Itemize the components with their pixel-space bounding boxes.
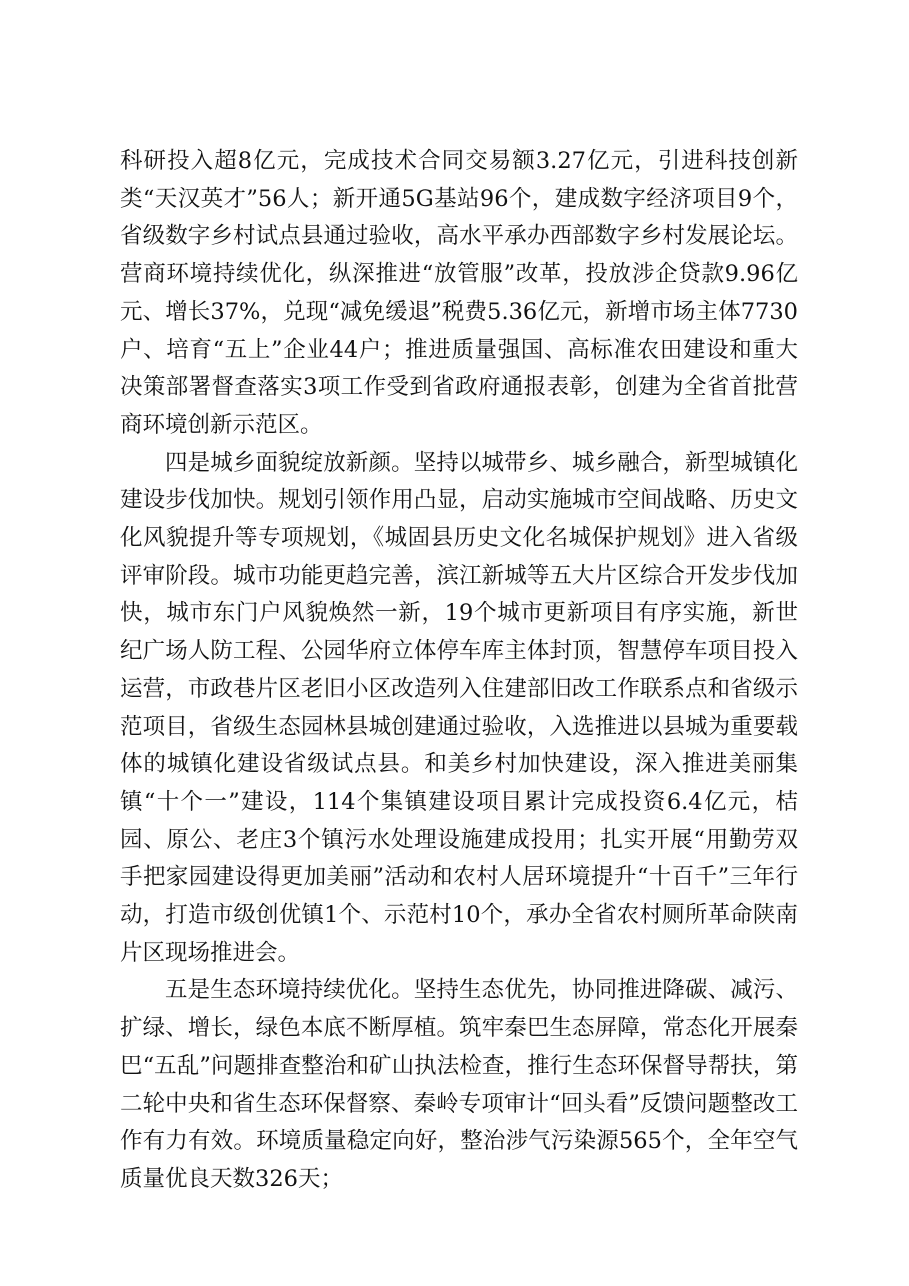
paragraph-tech-business-environment: 科研投入超8亿元，完成技术合同交易额3.27亿元，引进科技创新类“天汉英才”56人；新开通5G基站96个，建成数字经济项目9个，省级数字乡村试点县通过验收，高水平承办西部数字乡村发展论坛。营商环境持续优化，纵深推进“放管服”改革，投放涉企贷款9.96亿元、增长37%，兑现“减免缓退”税费5.36亿元，新增市场主体7730户、培育“五上”企业44户；推进质量强国、高标准农田建设和重大决策部署督查落实3项工作受到省政府通报表彰，创建为全省首批营商环境创新示范区。 (120, 148, 798, 438)
paragraph-ecology: 五是生态环境持续优化。坚持生态优先，协同推进降碳、减污、扩绿、增长，绿色本底不断厚植。筑牢秦巴生态屏障，常态化开展秦巴“五乱”问题排查整治和矿山执法检查，推行生态环保督导帮扶，第二轮中央和省生态环保督察、秦岭专项审计“回头看”反馈问题整改工作有力有效。环境质量稳定向好，整治涉气污染源565个，全年空气质量优良天数326天； (120, 977, 798, 1192)
paragraph-urban-rural: 四是城乡面貌绽放新颜。坚持以城带乡、城乡融合，新型城镇化建设步伐加快。规划引领作用凸显，启动实施城市空间战略、历史文化风貌提升等专项规划，《城固县历史文化名城保护规划》进入省级评审阶段。城市功能更趋完善，滨江新城等五大片区综合开发步伐加快，城市东门户风貌焕然一新，19个城市更新项目有序实施，新世纪广场人防工程、公园华府立体停车库主体封顶，智慧停车项目投入运营，市政巷片区老旧小区改造列入住建部旧改工作联系点和省级示范项目，省级生态园林县城创建通过验收，入选推进以县城为重要载体的城镇化建设省级试点县。和美乡村加快建设，深入推进美丽集镇“十个一”建设，114个集镇建设项目累计完成投资6.4亿元，桔园、原公、老庄3个镇污水处理设施建成投用；扎实开展“用勤劳双手把家园建设得更加美丽”活动和农村人居环境提升“十百千”三年行动，打造市级创优镇1个、示范村10个，承办全省农村厕所革命陕南片区现场推进会。 (120, 449, 798, 966)
document-body (120, 143, 798, 1199)
